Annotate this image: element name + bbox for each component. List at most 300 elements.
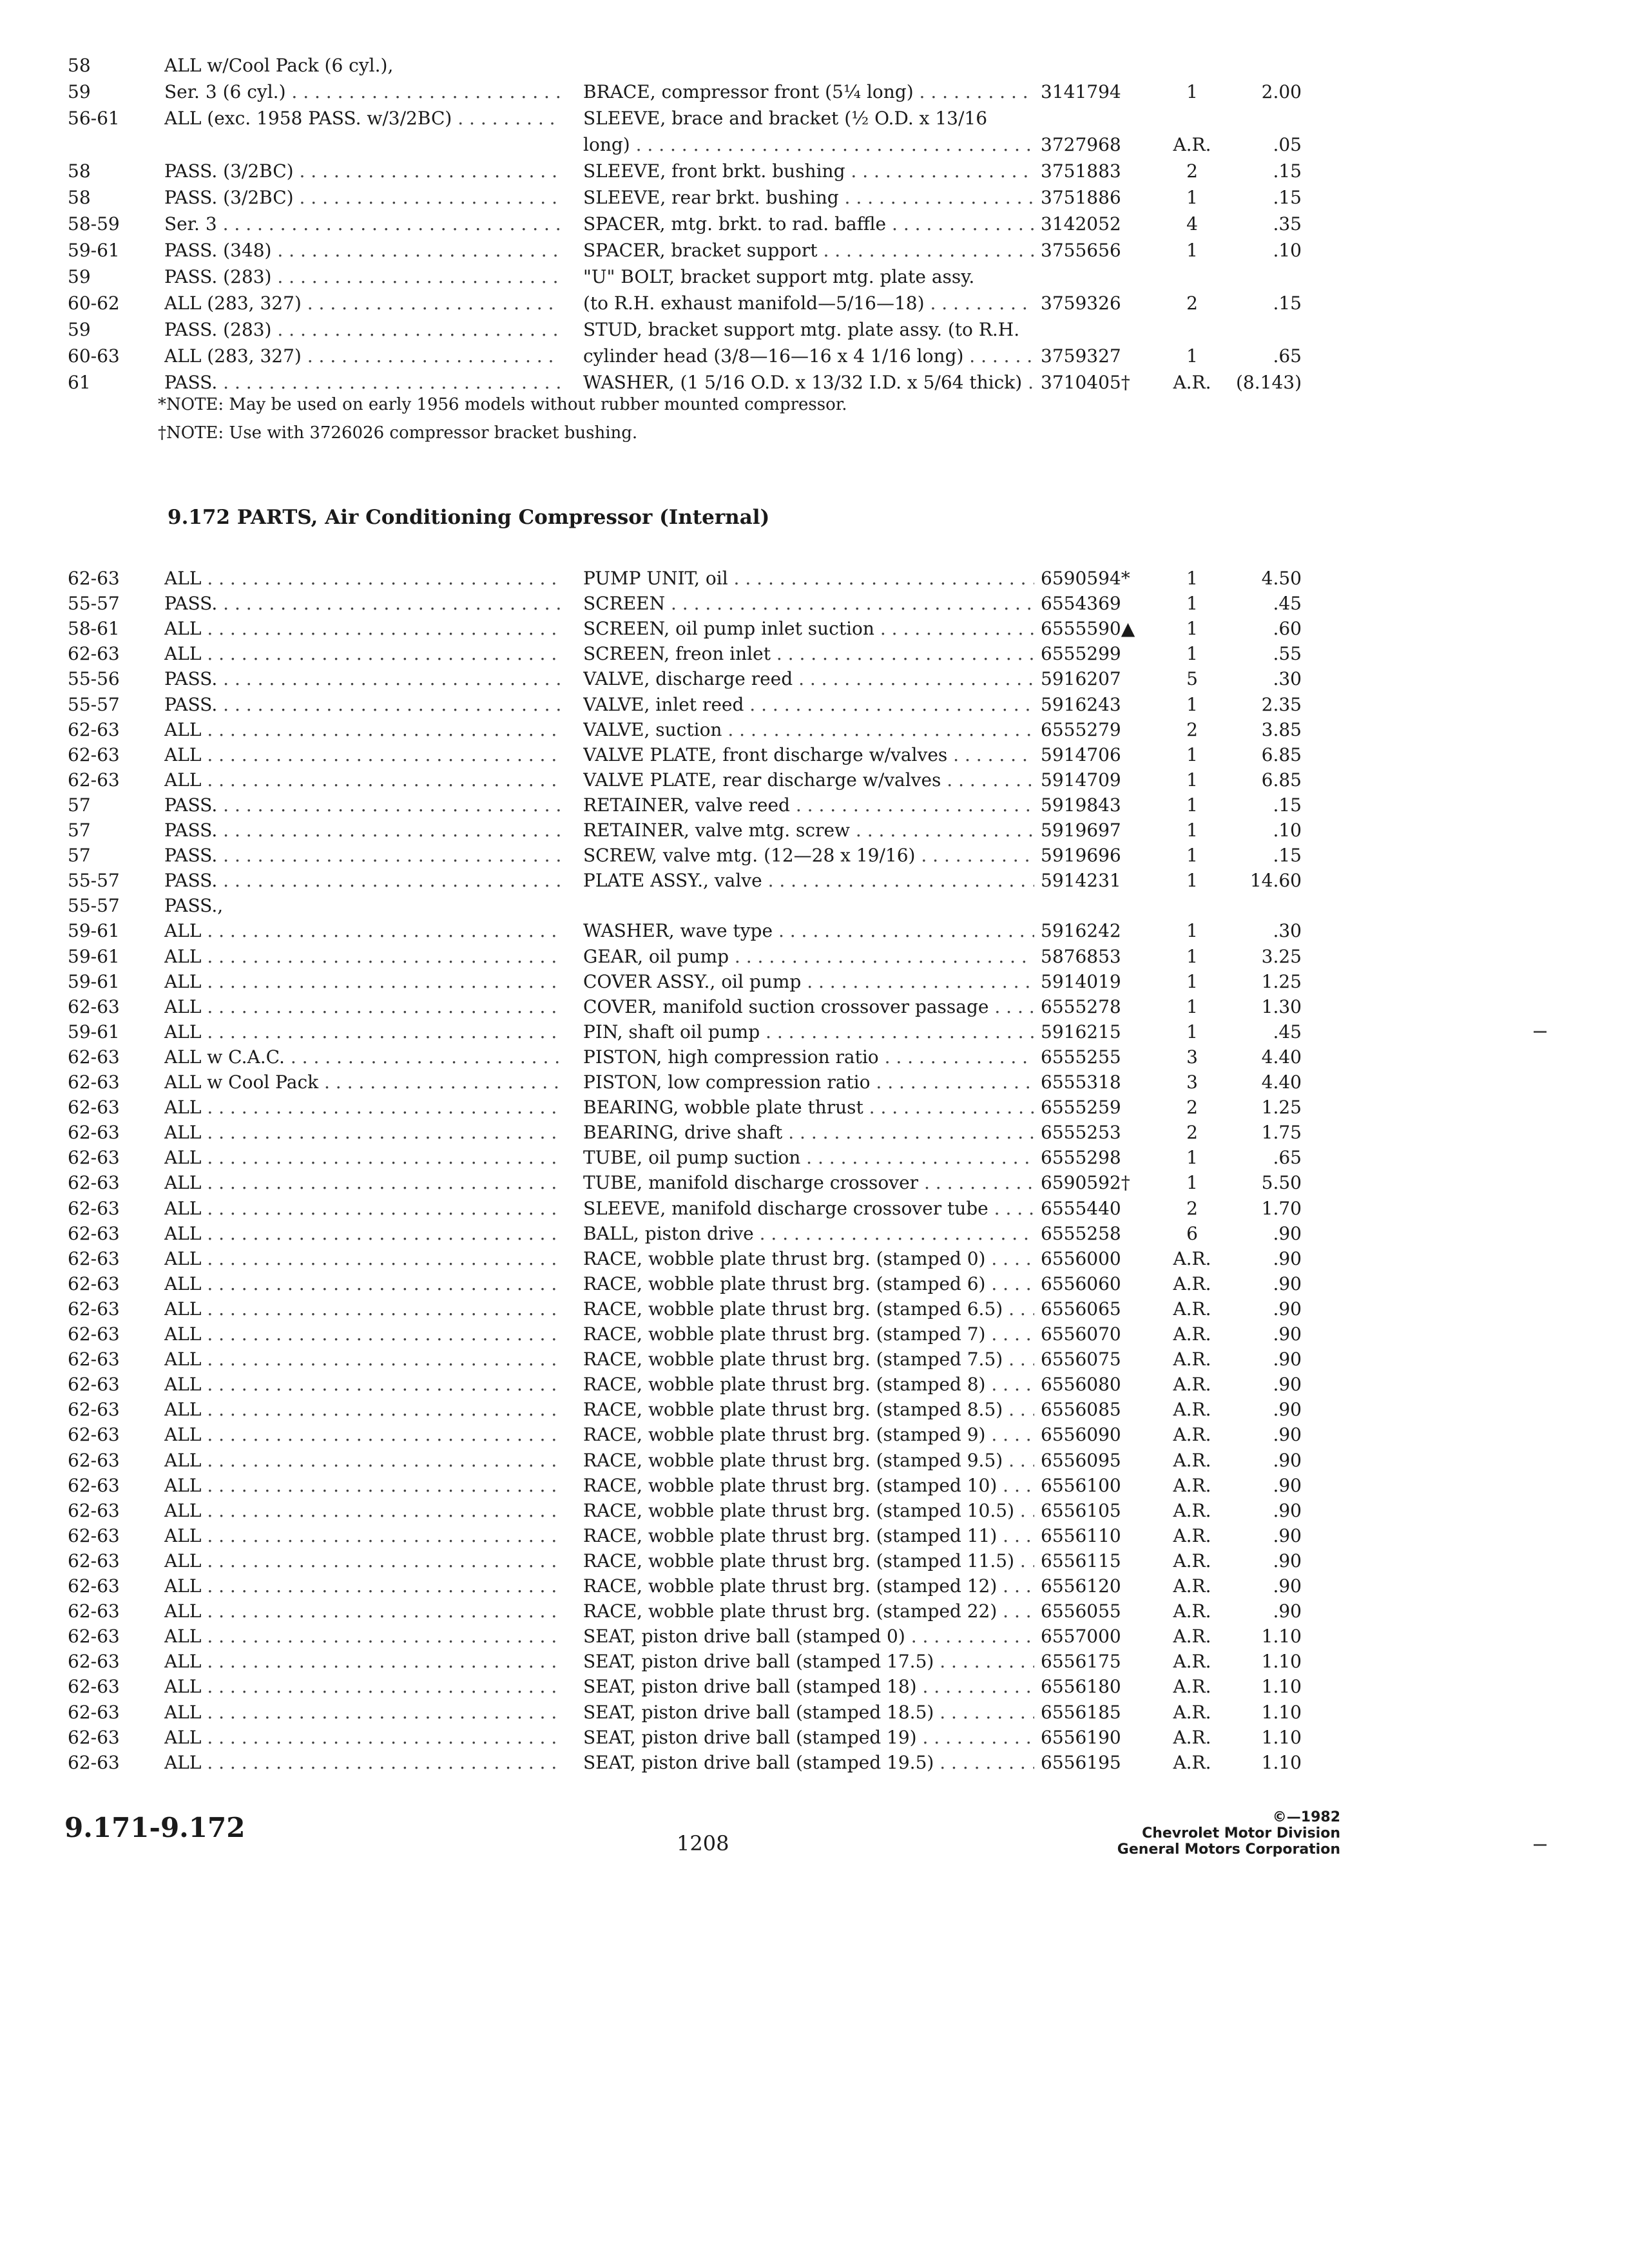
description-cell: [583, 1397, 1034, 1423]
description-cell-text: VALVE PLATE, front discharge w/valves: [583, 744, 948, 765]
year-cell: [68, 1674, 145, 1700]
price-cell-text: .35: [1273, 213, 1302, 235]
model-cell-text: PASS.,: [164, 895, 224, 917]
part-number-cell-text: 6556055: [1041, 1600, 1121, 1622]
model-cell: [164, 1573, 561, 1599]
year-cell-text: 62-63: [68, 1097, 120, 1119]
model-cell: [164, 1448, 561, 1474]
section-title: 9.172 PARTS, Air Conditioning Compressor (Internal): [168, 506, 770, 529]
year-cell-text: 62-63: [68, 1323, 120, 1345]
quantity-cell: [1160, 343, 1224, 369]
model-cell: [164, 185, 561, 211]
quantity-cell-text: A.R.: [1173, 1626, 1211, 1648]
description-cell-text: SLEEVE, front brkt. bushing: [583, 160, 845, 182]
year-cell-text: 55-57: [68, 895, 120, 917]
price-cell-text: 2.35: [1261, 693, 1302, 715]
part-number-cell: [1041, 1523, 1157, 1549]
description-cell: [583, 185, 1034, 211]
description-cell: [583, 106, 1034, 131]
model-cell: [164, 944, 561, 970]
table-row: [0, 1624, 1629, 1649]
price-cell: [1218, 79, 1302, 105]
part-number-cell: [1041, 1196, 1157, 1222]
description-cell-text: RACE, wobble plate thrust brg. (stamped 12): [583, 1575, 998, 1597]
year-cell: [68, 692, 145, 718]
part-number-cell-text: 6555590▲: [1041, 618, 1135, 640]
quantity-cell: [1160, 317, 1224, 343]
year-cell-text: 62-63: [68, 1550, 120, 1571]
part-number-cell-text: 6556090: [1041, 1424, 1121, 1446]
part-number-cell-text: 3142052: [1041, 213, 1121, 235]
description-cell: [583, 1221, 1034, 1247]
description-cell-text: RACE, wobble plate thrust brg. (stamped 10): [583, 1474, 998, 1496]
description-cell: [583, 692, 1034, 718]
model-cell-text: Ser. 3 (6 cyl.): [164, 81, 286, 102]
description-cell: [583, 843, 1034, 869]
table-row: [0, 238, 1629, 264]
model-cell-text: ALL: [164, 1197, 202, 1219]
year-cell: [68, 918, 145, 944]
model-cell-text: PASS.: [164, 870, 218, 892]
description-cell-text: PIN, shaft oil pump: [583, 1021, 760, 1043]
model-cell-text: ALL: [164, 1676, 202, 1698]
footer-page-number: 1208: [677, 1831, 729, 1856]
year-cell-text: 55-57: [68, 870, 120, 892]
table-row: [0, 1498, 1629, 1524]
description-cell-text: RACE, wobble plate thrust brg. (stamped 6): [583, 1273, 986, 1294]
quantity-cell: [1160, 1473, 1224, 1499]
quantity-cell: [1160, 159, 1224, 184]
model-cell: [164, 591, 561, 617]
part-number-cell-text: 6556070: [1041, 1323, 1121, 1345]
model-cell: [164, 1674, 561, 1700]
quantity-cell-text: 2: [1186, 718, 1198, 740]
price-cell: [1218, 53, 1302, 79]
year-cell-text: 55-57: [68, 593, 120, 615]
model-cell: [164, 211, 561, 237]
quantity-cell: [1160, 793, 1224, 818]
model-cell-text: ALL: [164, 1600, 202, 1622]
price-cell-text: 1.70: [1261, 1197, 1302, 1219]
part-number-cell: [1041, 291, 1157, 316]
description-cell: [583, 1649, 1034, 1675]
price-cell: [1218, 238, 1302, 264]
model-cell: [164, 1019, 561, 1045]
part-number-cell-text: 5919697: [1041, 820, 1121, 841]
model-cell: [164, 818, 561, 843]
year-cell: [68, 1498, 145, 1524]
year-cell-text: 62-63: [68, 1147, 120, 1169]
description-cell-text: RACE, wobble plate thrust brg. (stamped 6.5): [583, 1298, 1003, 1320]
model-cell: [164, 1649, 561, 1675]
description-cell: [583, 132, 1034, 158]
quantity-cell: [1160, 1271, 1224, 1297]
quantity-cell: [1160, 1422, 1224, 1448]
part-number-cell-text: 5914019: [1041, 970, 1121, 992]
description-cell: [583, 1473, 1034, 1499]
model-cell: [164, 1599, 561, 1624]
model-cell-text: ALL: [164, 568, 202, 589]
model-cell-text: ALL w/Cool Pack (6 cyl.),: [164, 55, 394, 76]
year-cell: [68, 1196, 145, 1222]
price-cell: [1218, 1725, 1302, 1751]
quantity-cell-text: 1: [1186, 769, 1198, 791]
year-cell-text: 62-63: [68, 1399, 120, 1421]
description-cell-text: "U" BOLT, bracket support mtg. plate assy.: [583, 266, 975, 287]
quantity-cell-text: A.R.: [1173, 1349, 1211, 1370]
quantity-cell-text: A.R.: [1173, 1499, 1211, 1521]
part-number-cell: [1041, 1271, 1157, 1297]
description-cell-text: RACE, wobble plate thrust brg. (stamped 8.5): [583, 1399, 1003, 1421]
price-cell: [1218, 641, 1302, 667]
part-number-cell: [1041, 1120, 1157, 1146]
price-cell-text: .90: [1273, 1600, 1302, 1622]
quantity-cell-text: A.R.: [1173, 1550, 1211, 1571]
year-cell-text: 62-63: [68, 1222, 120, 1244]
part-number-cell-text: 6556115: [1041, 1550, 1121, 1571]
quantity-cell-text: 1: [1186, 593, 1198, 615]
price-cell: [1218, 994, 1302, 1020]
year-cell-text: 62-63: [68, 1499, 120, 1521]
description-cell-text: RACE, wobble plate thrust brg. (stamped 22): [583, 1600, 998, 1622]
model-cell-text: ALL: [164, 1651, 202, 1673]
quantity-cell: [1160, 238, 1224, 264]
part-number-cell-text: 6555258: [1041, 1222, 1121, 1244]
price-cell: [1218, 1019, 1302, 1045]
part-number-cell: [1041, 893, 1157, 919]
margin-mark: [1534, 1031, 1547, 1033]
part-number-cell: [1041, 1070, 1157, 1095]
price-cell-text: 1.30: [1261, 995, 1302, 1017]
model-cell-text: PASS. (348): [164, 240, 272, 261]
year-cell: [68, 1599, 145, 1624]
table-row: [0, 1674, 1629, 1700]
model-cell: [164, 793, 561, 818]
model-cell: [164, 317, 561, 343]
price-cell-text: .90: [1273, 1323, 1302, 1345]
price-cell-text: .30: [1273, 920, 1302, 942]
model-cell-text: ALL: [164, 1550, 202, 1571]
quantity-cell: [1160, 944, 1224, 970]
quantity-cell-text: 5: [1186, 668, 1198, 690]
price-cell: [1218, 1674, 1302, 1700]
model-cell-text: ALL (283, 327): [164, 345, 302, 367]
year-cell-text: 59-61: [68, 240, 120, 261]
year-cell: [68, 1296, 145, 1322]
year-cell: [68, 264, 145, 290]
description-cell-text: RACE, wobble plate thrust brg. (stamped 9): [583, 1424, 986, 1446]
description-cell-text: RETAINER, valve reed: [583, 794, 790, 816]
year-cell-text: 62-63: [68, 1449, 120, 1471]
quantity-cell: [1160, 1296, 1224, 1322]
price-cell: [1218, 1573, 1302, 1599]
price-cell-text: .90: [1273, 1449, 1302, 1471]
table-row: [0, 1649, 1629, 1675]
quantity-cell-text: 1: [1186, 744, 1198, 765]
model-cell-text: ALL: [164, 718, 202, 740]
model-cell-text: ALL: [164, 1247, 202, 1269]
quantity-cell: [1160, 1145, 1224, 1171]
model-cell: [164, 717, 561, 743]
description-cell-text: SCREEN: [583, 593, 666, 615]
year-cell: [68, 566, 145, 591]
price-cell-text: .60: [1273, 618, 1302, 640]
year-cell: [68, 1145, 145, 1171]
part-number-cell: [1041, 1019, 1157, 1045]
description-cell-text: SCREEN, freon inlet: [583, 643, 771, 665]
description-cell-text: RACE, wobble plate thrust brg. (stamped 11.5): [583, 1550, 1014, 1571]
year-cell: [68, 291, 145, 316]
description-cell: [583, 1196, 1034, 1222]
model-cell-text: ALL: [164, 1424, 202, 1446]
year-cell: [68, 1649, 145, 1675]
year-cell: [68, 238, 145, 264]
description-cell: [583, 666, 1034, 692]
quantity-cell: [1160, 291, 1224, 316]
price-cell: [1218, 1372, 1302, 1398]
price-cell: [1218, 185, 1302, 211]
part-number-cell: [1041, 717, 1157, 743]
description-cell-text: BRACE, compressor front (5¼ long): [583, 81, 914, 102]
year-cell: [68, 1372, 145, 1398]
price-cell: [1218, 1523, 1302, 1549]
model-cell-text: ALL: [164, 1298, 202, 1320]
price-cell: [1218, 106, 1302, 131]
price-cell-text: 6.85: [1261, 769, 1302, 791]
table-row: [0, 79, 1629, 105]
price-cell-text: .90: [1273, 1399, 1302, 1421]
description-cell-text: RACE, wobble plate thrust brg. (stamped 7.5): [583, 1349, 1003, 1370]
year-cell: [68, 1120, 145, 1146]
part-number-cell: [1041, 1372, 1157, 1398]
table-row: [0, 1599, 1629, 1624]
part-number-cell-text: 3759326: [1041, 293, 1121, 314]
description-cell: [583, 969, 1034, 995]
year-cell-text: 62-63: [68, 718, 120, 740]
part-number-cell-text: 5919843: [1041, 794, 1121, 816]
year-cell-text: 62-63: [68, 1046, 120, 1068]
price-cell: [1218, 1599, 1302, 1624]
price-cell: [1218, 1120, 1302, 1146]
quantity-cell-text: 1: [1186, 1147, 1198, 1169]
price-cell: [1218, 1196, 1302, 1222]
table-row: [0, 1170, 1629, 1196]
description-cell-text: long): [583, 134, 630, 155]
part-number-cell-text: 3710405†: [1041, 372, 1130, 393]
price-cell: [1218, 1170, 1302, 1196]
price-cell: [1218, 1649, 1302, 1675]
description-cell-text: VALVE PLATE, rear discharge w/valves: [583, 769, 941, 791]
quantity-cell: [1160, 1548, 1224, 1574]
description-cell: [583, 317, 1034, 343]
model-cell-text: ALL: [164, 1626, 202, 1648]
price-cell-text: .90: [1273, 1575, 1302, 1597]
quantity-cell: [1160, 1573, 1224, 1599]
model-cell: [164, 291, 561, 316]
quantity-cell: [1160, 1725, 1224, 1751]
part-number-cell: [1041, 238, 1157, 264]
quantity-cell-text: 1: [1186, 920, 1198, 942]
part-number-cell: [1041, 53, 1157, 79]
price-cell-text: .90: [1273, 1273, 1302, 1294]
description-cell: [583, 291, 1034, 316]
price-cell: [1218, 264, 1302, 290]
model-cell-text: ALL: [164, 1122, 202, 1144]
price-cell: [1218, 566, 1302, 591]
model-cell: [164, 1548, 561, 1574]
quantity-cell: [1160, 868, 1224, 894]
year-cell: [68, 793, 145, 818]
year-cell: [68, 1573, 145, 1599]
quantity-cell-text: 1: [1186, 618, 1198, 640]
year-cell-text: 62-63: [68, 744, 120, 765]
price-cell: [1218, 1246, 1302, 1272]
part-number-cell-text: 6556120: [1041, 1575, 1121, 1597]
model-cell-text: ALL: [164, 618, 202, 640]
part-number-cell: [1041, 1044, 1157, 1070]
price-cell: [1218, 717, 1302, 743]
model-cell-text: PASS. (283): [164, 266, 272, 287]
part-number-cell-text: 5916215: [1041, 1021, 1121, 1043]
description-cell: [583, 818, 1034, 843]
price-cell: [1218, 1750, 1302, 1776]
part-number-cell-text: 6556195: [1041, 1751, 1121, 1773]
part-number-cell: [1041, 1498, 1157, 1524]
quantity-cell-text: 2: [1186, 1197, 1198, 1219]
model-cell-text: ALL: [164, 1399, 202, 1421]
year-cell-text: 59: [68, 266, 91, 287]
part-number-cell: [1041, 1624, 1157, 1649]
table-row: [0, 868, 1629, 894]
quantity-cell-text: 1: [1186, 845, 1198, 867]
part-number-cell: [1041, 1221, 1157, 1247]
year-cell-text: 62-63: [68, 1298, 120, 1320]
model-cell: [164, 994, 561, 1020]
price-cell: [1218, 918, 1302, 944]
model-cell-text: ALL: [164, 1374, 202, 1396]
part-number-cell-text: 6555255: [1041, 1046, 1121, 1068]
model-cell: [164, 1145, 561, 1171]
quantity-cell-text: A.R.: [1173, 1298, 1211, 1320]
year-cell: [68, 944, 145, 970]
price-cell-text: (8.143): [1235, 372, 1302, 393]
description-cell-text: RETAINER, valve mtg. screw: [583, 820, 851, 841]
description-cell: [583, 944, 1034, 970]
year-cell-text: 60-62: [68, 293, 120, 314]
part-number-cell-text: 5916242: [1041, 920, 1121, 942]
quantity-cell: [1160, 843, 1224, 869]
quantity-cell-text: 3: [1186, 1072, 1198, 1093]
model-cell: [164, 1120, 561, 1146]
description-cell-text: COVER ASSY., oil pump: [583, 970, 802, 992]
description-cell: [583, 1372, 1034, 1398]
table-row: [0, 918, 1629, 944]
price-cell-text: 3.85: [1261, 718, 1302, 740]
model-cell-text: ALL: [164, 1726, 202, 1748]
year-cell: [68, 106, 145, 131]
price-cell: [1218, 1095, 1302, 1120]
quantity-cell: [1160, 1599, 1224, 1624]
description-cell-text: WASHER, wave type: [583, 920, 773, 942]
price-cell: [1218, 843, 1302, 869]
price-cell-text: .10: [1273, 240, 1302, 261]
description-cell: [583, 343, 1034, 369]
part-number-cell: [1041, 1750, 1157, 1776]
year-cell-text: 62-63: [68, 1273, 120, 1294]
year-cell-text: 55-57: [68, 693, 120, 715]
model-cell-text: PASS.: [164, 820, 218, 841]
year-cell-text: 58-59: [68, 213, 120, 235]
part-number-cell: [1041, 185, 1157, 211]
quantity-cell-text: A.R.: [1173, 1651, 1211, 1673]
table-row: [0, 1321, 1629, 1347]
year-cell-text: 58: [68, 160, 91, 182]
description-cell-text: TUBE, oil pump suction: [583, 1147, 801, 1169]
quantity-cell: [1160, 666, 1224, 692]
model-cell: [164, 1271, 561, 1297]
part-number-cell-text: 6556060: [1041, 1273, 1121, 1294]
footer-publisher-line2: General Motors Corporation: [1117, 1841, 1340, 1858]
year-cell: [68, 370, 145, 396]
price-cell-text: .90: [1273, 1374, 1302, 1396]
part-number-cell-text: 3755656: [1041, 240, 1121, 261]
year-cell-text: 57: [68, 794, 91, 816]
year-cell: [68, 1422, 145, 1448]
quantity-cell: [1160, 692, 1224, 718]
part-number-cell: [1041, 566, 1157, 591]
year-cell-text: 59: [68, 319, 91, 340]
quantity-cell: [1160, 1019, 1224, 1045]
quantity-cell-text: 2: [1186, 293, 1198, 314]
model-cell-text: ALL: [164, 769, 202, 791]
model-cell-text: ALL: [164, 1021, 202, 1043]
part-number-cell-text: 3141794: [1041, 81, 1121, 102]
table-row: [0, 185, 1629, 211]
part-number-cell-text: 6556105: [1041, 1499, 1121, 1521]
quantity-cell: [1160, 1624, 1224, 1649]
part-number-cell: [1041, 1700, 1157, 1725]
description-cell-text: VALVE, inlet reed: [583, 693, 744, 715]
model-cell-text: Ser. 3: [164, 213, 217, 235]
description-cell-text: RACE, wobble plate thrust brg. (stamped 8): [583, 1374, 986, 1396]
part-number-cell-text: 5876853: [1041, 945, 1121, 967]
quantity-cell: [1160, 1700, 1224, 1725]
part-number-cell: [1041, 742, 1157, 768]
year-cell-text: 56-61: [68, 108, 120, 129]
quantity-cell-text: 1: [1186, 1021, 1198, 1043]
price-cell: [1218, 793, 1302, 818]
part-number-cell-text: 5914706: [1041, 744, 1121, 765]
quantity-cell: [1160, 132, 1224, 158]
price-cell: [1218, 1296, 1302, 1322]
table-row: [0, 1548, 1629, 1574]
year-cell-text: 62-63: [68, 1600, 120, 1622]
price-cell: [1218, 742, 1302, 768]
quantity-cell-text: A.R.: [1173, 1424, 1211, 1446]
description-cell: [583, 742, 1034, 768]
quantity-cell-text: 2: [1186, 1122, 1198, 1144]
description-cell-text: SPACER, bracket support: [583, 240, 818, 261]
description-cell: [583, 1548, 1034, 1574]
quantity-cell: [1160, 1221, 1224, 1247]
part-number-cell: [1041, 591, 1157, 617]
price-cell-text: .90: [1273, 1499, 1302, 1521]
price-cell: [1218, 343, 1302, 369]
quantity-cell: [1160, 1498, 1224, 1524]
year-cell-text: 62-63: [68, 1122, 120, 1144]
part-number-cell: [1041, 264, 1157, 290]
model-cell: [164, 1397, 561, 1423]
